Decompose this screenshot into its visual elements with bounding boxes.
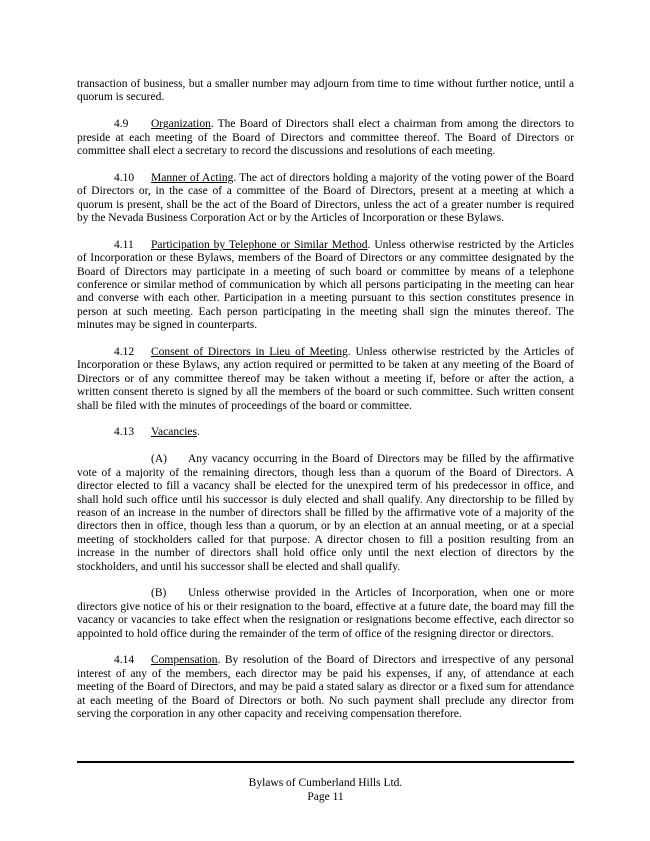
page-footer bbox=[77, 776, 574, 804]
footer-page-number: Page 11 bbox=[307, 791, 344, 803]
section-4-13-b bbox=[77, 587, 574, 641]
section-text: . Unless otherwise restricted by the Articles of Incorporation or these Bylaws, any action required or permitted to be taken at any meeting of the Board of Directors or of any committee thereof may be taken without a meeting if, before or after the action, a written consent thereto is signed by all the members of the board or such committee. Such written consent shall be filed with the minutes of proceedings of the board or committee. bbox=[77, 346, 574, 412]
section-title: Consent of Directors in Lieu of Meeting bbox=[151, 346, 348, 359]
section-4-10 bbox=[77, 172, 574, 226]
section-number: 4.12 bbox=[114, 346, 135, 359]
paragraph-continuation: transaction of business, but a smaller number may adjourn from time to time without further notice, until a quorum is secured. bbox=[77, 78, 574, 104]
section-number: 4.9 bbox=[114, 118, 129, 131]
section-number: 4.11 bbox=[114, 238, 134, 251]
section-text: . bbox=[196, 426, 200, 439]
subsection-text: Unless otherwise provided in the Articles of Incorporation, when one or more directors give notice of his or their resignation to the board, effective at a future date, the board may fill the vacancy or vacancies to take effect when the resignation or resignations become effective, each director so appointed to hold office during the remainder of the term of office of the resigning director or directors. bbox=[77, 587, 574, 640]
section-4-13 bbox=[77, 426, 574, 439]
footer-divider bbox=[77, 761, 574, 763]
section-4-12 bbox=[77, 346, 574, 413]
section-4-9 bbox=[77, 118, 574, 158]
section-number: 4.14 bbox=[114, 654, 135, 667]
section-4-11 bbox=[77, 239, 574, 333]
section-title: Organization bbox=[151, 118, 211, 131]
section-text: . By resolution of the Board of Directors and irrespective of any personal interest of any of the members, each director may be paid his expenses, if any, of attendance at each meeting of the Board of Directors, and may be paid a stated salary as director or a fixed sum for attendance at each meeting of the Board of Directors or both. No such payment shall preclude any director from serving the corporation in any other capacity and receiving compensation therefore. bbox=[77, 654, 574, 720]
section-text: . The act of directors holding a majority of the voting power of the Board of Directors or, in the case of a committee of the Board of Directors, present at a meeting at which a quorum is present, shall be the act of the Board of Directors, unless the act of a greater number is required by the Nevada Business Corporation Act or by the Articles of Incorporation or these Bylaws. bbox=[77, 171, 574, 225]
subsection-text: Any vacancy occurring in the Board of Directors may be filled by the affirmative vote of a majority of the remaining directors, though less than a quorum of the Board of Directors. A director elected to fill a vacancy shall be elected for the unexpired term of his predecessor in office, and shall hold such office until his successor is duly elected and shall qualify. Any directorship to be filled by reason of an increase in the number of directors shall be filled by the affirmative vote of a majority of the directors then in office, though less than a quorum, or by an election at an annual meeting, or at a special meeting of stockholders called for that purpose. A director chosen to fill a position resulting from an increase in the number of directors shall hold office only until the next election of directors by the stockholders, and until his successor shall be elected and shall qualify. bbox=[77, 453, 574, 573]
section-text: . The Board of Directors shall elect a chairman from among the directors to preside at each meeting of the Board of Directors and committee thereof. The Board of Directors or committee shall elect a secretary to record the discussions and resolutions of each meeting. bbox=[77, 118, 574, 158]
footer-document-title: Bylaws of Cumberland Hills Ltd. bbox=[248, 777, 403, 789]
section-4-13-a bbox=[77, 453, 574, 574]
section-number: 4.10 bbox=[114, 171, 135, 184]
section-4-14 bbox=[77, 654, 574, 721]
section-title: Participation by Telephone or Similar Method bbox=[151, 238, 368, 251]
subsection-label: (A) bbox=[151, 453, 167, 466]
section-title: Manner of Acting bbox=[151, 171, 234, 184]
section-text: . Unless otherwise restricted by the Articles of Incorporation or these Bylaws, members of the Board of Directors or any committee designated by the Board of Directors may participate in a meeting of such board or committee by means of a telephone conference or similar method of communication by which all persons participating in the meeting can hear and converse with each other. Participation in a meeting pursuant to this section constitutes presence in person at such meeting. Each person participating in the meeting shall sign the minutes thereof. The minutes may be signed in counterparts. bbox=[77, 238, 574, 332]
section-number: 4.13 bbox=[114, 426, 135, 439]
document-body bbox=[77, 78, 574, 735]
section-title: Vacancies bbox=[151, 426, 197, 439]
section-title: Compensation bbox=[151, 654, 218, 667]
subsection-label: (B) bbox=[151, 587, 167, 600]
